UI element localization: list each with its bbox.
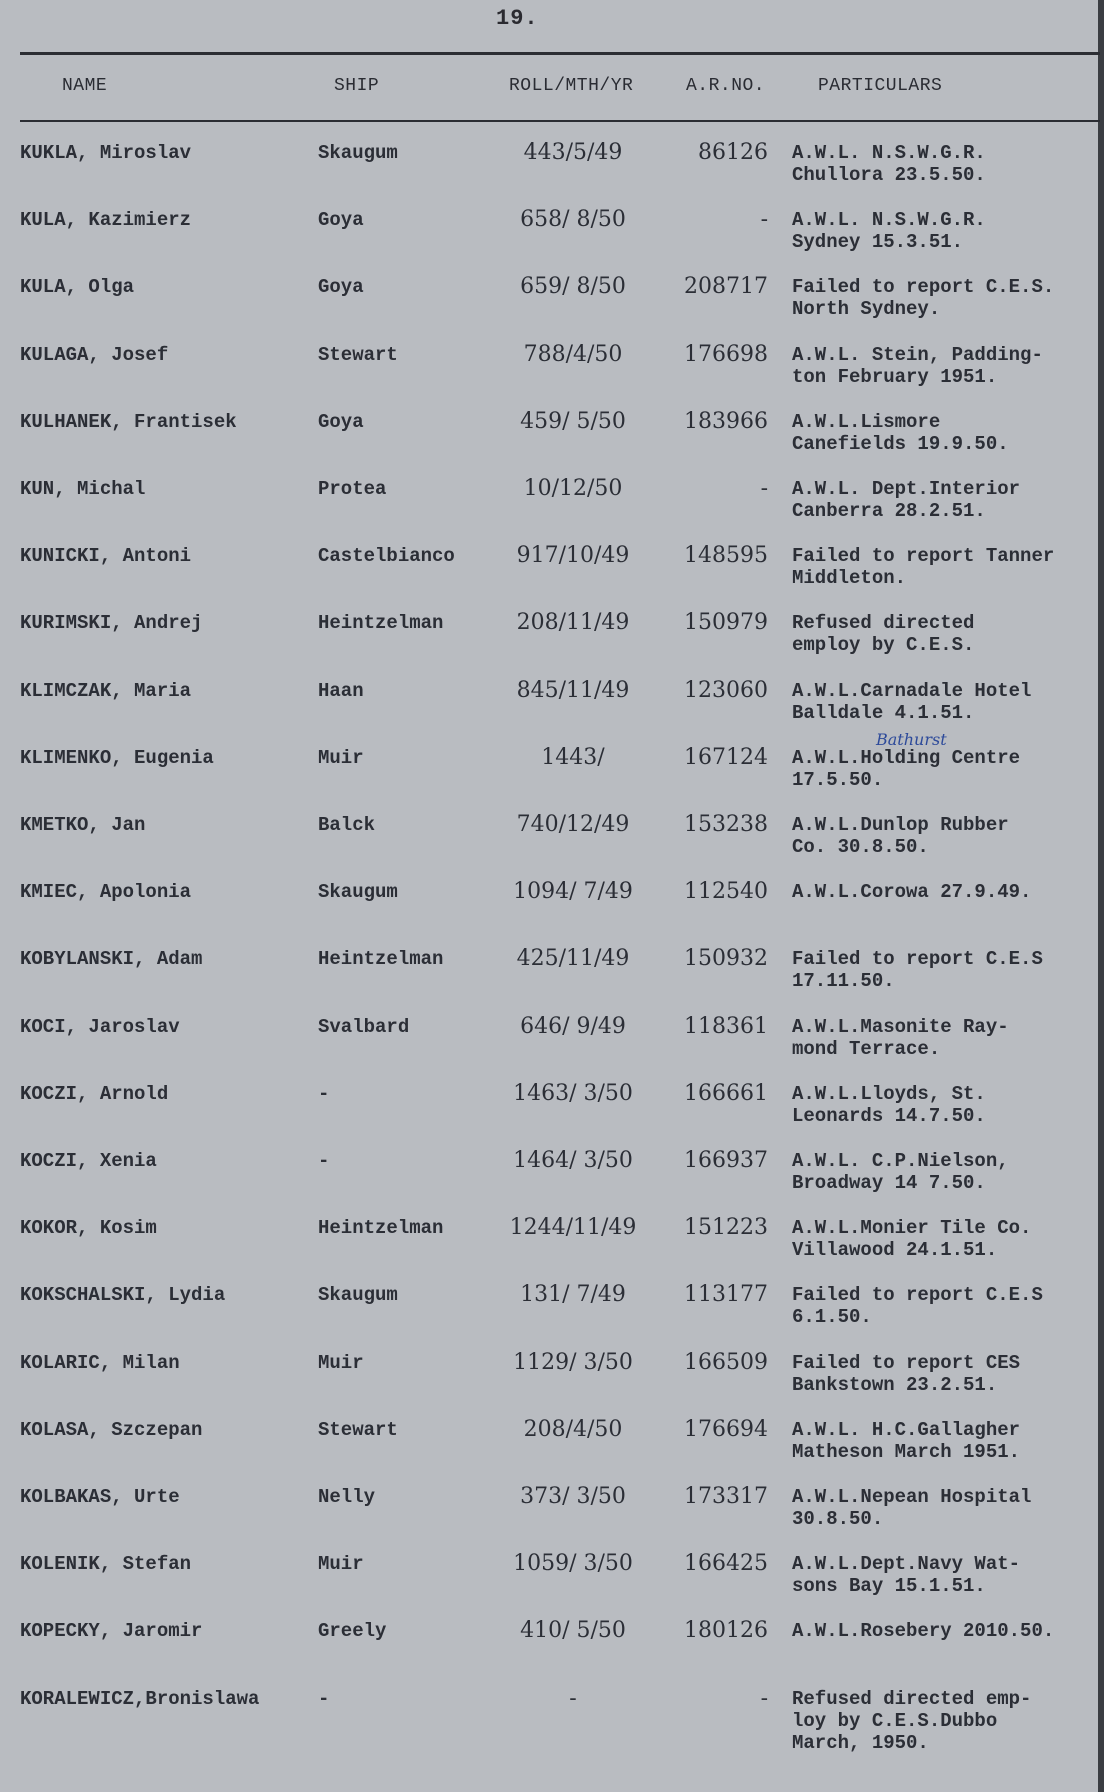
record-name: KOKOR, Kosim	[20, 1217, 157, 1239]
table-row	[0, 612, 1104, 678]
record-ship: -	[318, 1083, 330, 1105]
record-ar-no: 167124	[684, 745, 768, 770]
record-ar-no: 153238	[684, 812, 768, 837]
record-roll: 443/5/49	[523, 140, 623, 165]
table-row	[0, 344, 1104, 410]
record-roll: 1129/ 3/50	[513, 1350, 633, 1375]
record-particulars: A.W.L. N.S.W.G.R. Chullora 23.5.50.	[792, 142, 986, 186]
header-ar-no: A.R.NO.	[686, 76, 766, 96]
record-roll: 10/12/50	[523, 476, 623, 501]
record-roll: 1094/ 7/49	[513, 879, 633, 904]
record-roll: 658/ 8/50	[520, 207, 626, 232]
table-row	[0, 747, 1104, 813]
record-particulars: Failed to report CES Bankstown 23.2.51.	[792, 1352, 1021, 1396]
record-particulars: A.W.L.Rosebery 2010.50.	[792, 1620, 1055, 1642]
record-name: KOLASA, Szczepan	[20, 1419, 203, 1441]
record-roll: 1463/ 3/50	[513, 1081, 633, 1106]
record-ar-no: 150932	[684, 946, 768, 971]
record-ar-no: 173317	[684, 1484, 768, 1509]
header-name: NAME	[62, 76, 108, 96]
record-ar-no: 118361	[684, 1014, 768, 1039]
record-particulars: A.W.L.Masonite Ray- mond Terrace.	[792, 1016, 1009, 1060]
record-name: KOCZI, Arnold	[20, 1083, 169, 1105]
table-row	[0, 1620, 1104, 1686]
table-row	[0, 545, 1104, 611]
record-roll: 1464/ 3/50	[513, 1148, 633, 1173]
table-row	[0, 680, 1104, 746]
record-roll: 131/ 7/49	[520, 1282, 626, 1307]
record-ar-no: 176694	[684, 1417, 768, 1442]
record-particulars: A.W.L. Dept.Interior Canberra 28.2.51.	[792, 478, 1021, 522]
top-rule	[20, 52, 1100, 55]
record-roll: 845/11/49	[516, 678, 630, 703]
record-ship: Stewart	[318, 1419, 398, 1441]
record-roll: -	[569, 1686, 577, 1711]
record-ship: -	[318, 1688, 330, 1710]
record-roll: 1244/11/49	[509, 1215, 637, 1240]
record-ar-no: 166425	[684, 1551, 768, 1576]
record-ar-no: 180126	[684, 1618, 768, 1643]
record-ship: Balck	[318, 814, 376, 836]
table-row	[0, 1083, 1104, 1149]
record-ship: Heintzelman	[318, 948, 444, 970]
table-row	[0, 276, 1104, 342]
table-row	[0, 1150, 1104, 1216]
record-name: KOLENIK, Stefan	[20, 1553, 192, 1575]
record-particulars: Refused directed employ by C.E.S.	[792, 612, 975, 656]
record-ar-no: 166509	[684, 1350, 768, 1375]
record-ship: Muir	[318, 1352, 364, 1374]
record-ar-no: 112540	[684, 879, 768, 904]
record-roll: 1443/	[541, 745, 605, 770]
record-name: KURIMSKI, Andrej	[20, 612, 203, 634]
record-ar-no: 86126	[698, 140, 768, 165]
record-name: KULAGA, Josef	[20, 344, 169, 366]
record-roll: 425/11/49	[516, 946, 630, 971]
record-ship: Muir	[318, 1553, 364, 1575]
record-particulars: A.W.L.Lismore Canefields 19.9.50.	[792, 411, 1009, 455]
record-name: KOKSCHALSKI, Lydia	[20, 1284, 226, 1306]
record-name: KULA, Olga	[20, 276, 135, 298]
table-row	[0, 814, 1104, 880]
header-ship: SHIP	[334, 76, 380, 96]
record-ar-no: -	[760, 1686, 768, 1711]
record-ship: Haan	[318, 680, 364, 702]
record-ar-no: 113177	[684, 1282, 768, 1307]
record-name: KORALEWICZ,Bronislawa	[20, 1688, 260, 1710]
table-row	[0, 948, 1104, 1014]
handwritten-annotation: Bathurst	[876, 730, 947, 749]
record-ar-no: 151223	[684, 1215, 768, 1240]
record-ship: Muir	[318, 747, 364, 769]
record-particulars: A.W.L.Corowa 27.9.49.	[792, 881, 1032, 903]
record-particulars: Failed to report Tanner Middleton.	[792, 545, 1055, 589]
record-particulars: A.W.L. H.C.Gallagher Matheson March 1951.	[792, 1419, 1021, 1463]
record-particulars: A.W.L. Stein, Padding- ton February 1951.	[792, 344, 1043, 388]
record-roll: 659/ 8/50	[520, 274, 626, 299]
record-ship: Heintzelman	[318, 1217, 444, 1239]
record-name: KOCI, Jaroslav	[20, 1016, 180, 1038]
table-row	[0, 881, 1104, 947]
record-ar-no: 183966	[684, 409, 768, 434]
record-roll: 208/4/50	[523, 1417, 623, 1442]
record-roll: 1059/ 3/50	[513, 1551, 633, 1576]
record-name: KOCZI, Xenia	[20, 1150, 157, 1172]
record-ar-no: 176698	[684, 342, 768, 367]
record-particulars: A.W.L. C.P.Nielson, Broadway 14 7.50.	[792, 1150, 1009, 1194]
record-name: KOLBAKAS, Urte	[20, 1486, 180, 1508]
record-ar-no: -	[760, 207, 768, 232]
table-row	[0, 1419, 1104, 1485]
table-row	[0, 1284, 1104, 1350]
record-ship: Protea	[318, 478, 387, 500]
header-particulars: PARTICULARS	[818, 76, 943, 96]
record-roll: 788/4/50	[523, 342, 623, 367]
header-rule	[20, 120, 1100, 122]
record-roll: 646/ 9/49	[520, 1014, 626, 1039]
record-ship: Svalbard	[318, 1016, 410, 1038]
header-roll: ROLL/MTH/YR	[509, 76, 634, 96]
table-row	[0, 1016, 1104, 1082]
table-row	[0, 1486, 1104, 1552]
record-ship: Goya	[318, 209, 364, 231]
table-row	[0, 478, 1104, 544]
record-name: KMETKO, Jan	[20, 814, 146, 836]
record-ar-no: 166661	[684, 1081, 768, 1106]
record-ar-no: 208717	[684, 274, 768, 299]
record-particulars: A.W.L.Lloyds, St. Leonards 14.7.50.	[792, 1083, 986, 1127]
record-name: KOPECKY, Jaromir	[20, 1620, 203, 1642]
record-ship: Stewart	[318, 344, 398, 366]
record-particulars: A.W.L.Dunlop Rubber Co. 30.8.50.	[792, 814, 1009, 858]
table-row	[0, 1352, 1104, 1418]
record-particulars: A.W.L.Monier Tile Co. Villawood 24.1.51.	[792, 1217, 1032, 1261]
record-ship: Skaugum	[318, 142, 398, 164]
record-name: KUKLA, Miroslav	[20, 142, 192, 164]
page-number: 19.	[496, 6, 539, 31]
record-ship: Skaugum	[318, 1284, 398, 1306]
record-name: KULA, Kazimierz	[20, 209, 192, 231]
record-roll: 740/12/49	[516, 812, 630, 837]
record-roll: 459/ 5/50	[520, 409, 626, 434]
record-ar-no: -	[760, 476, 768, 501]
record-particulars: Failed to report C.E.S 6.1.50.	[792, 1284, 1043, 1328]
record-name: KUNICKI, Antoni	[20, 545, 192, 567]
record-particulars: Failed to report C.E.S 17.11.50.	[792, 948, 1043, 992]
record-roll: 373/ 3/50	[520, 1484, 626, 1509]
record-ship: -	[318, 1150, 330, 1172]
record-ar-no: 166937	[684, 1148, 768, 1173]
record-name: KUN, Michal	[20, 478, 146, 500]
record-name: KLIMENKO, Eugenia	[20, 747, 214, 769]
record-name: KLIMCZAK, Maria	[20, 680, 192, 702]
record-particulars: A.W.L. N.S.W.G.R. Sydney 15.3.51.	[792, 209, 986, 253]
record-ship: Nelly	[318, 1486, 376, 1508]
record-ship: Skaugum	[318, 881, 398, 903]
record-ship: Goya	[318, 276, 364, 298]
record-name: KOBYLANSKI, Adam	[20, 948, 203, 970]
record-roll: 917/10/49	[516, 543, 630, 568]
table-row	[0, 209, 1104, 275]
record-ship: Castelbianco	[318, 545, 455, 567]
table-row	[0, 1217, 1104, 1283]
record-particulars: A.W.L.Nepean Hospital 30.8.50.	[792, 1486, 1032, 1530]
record-particulars: A.W.L.Dept.Navy Wat- sons Bay 15.1.51.	[792, 1553, 1021, 1597]
table-row	[0, 1553, 1104, 1619]
record-name: KMIEC, Apolonia	[20, 881, 192, 903]
record-particulars: Failed to report C.E.S. North Sydney.	[792, 276, 1055, 320]
record-particulars: A.W.L.Carnadale Hotel Balldale 4.1.51.	[792, 680, 1032, 724]
record-roll: 208/11/49	[516, 610, 630, 635]
record-ship: Greely	[318, 1620, 387, 1642]
table-row	[0, 1688, 1104, 1754]
record-ar-no: 150979	[684, 610, 768, 635]
record-particulars: Refused directed emp- loy by C.E.S.Dubbo March, 1950.	[792, 1688, 1032, 1754]
record-name: KULHANEK, Frantisek	[20, 411, 237, 433]
record-particulars: A.W.L.Holding Centre 17.5.50.	[792, 747, 1021, 791]
record-ar-no: 123060	[684, 678, 768, 703]
record-ar-no: 148595	[684, 543, 768, 568]
record-name: KOLARIC, Milan	[20, 1352, 180, 1374]
table-row	[0, 142, 1104, 208]
record-roll: 410/ 5/50	[520, 1618, 626, 1643]
table-row	[0, 411, 1104, 477]
record-ship: Heintzelman	[318, 612, 444, 634]
record-ship: Goya	[318, 411, 364, 433]
